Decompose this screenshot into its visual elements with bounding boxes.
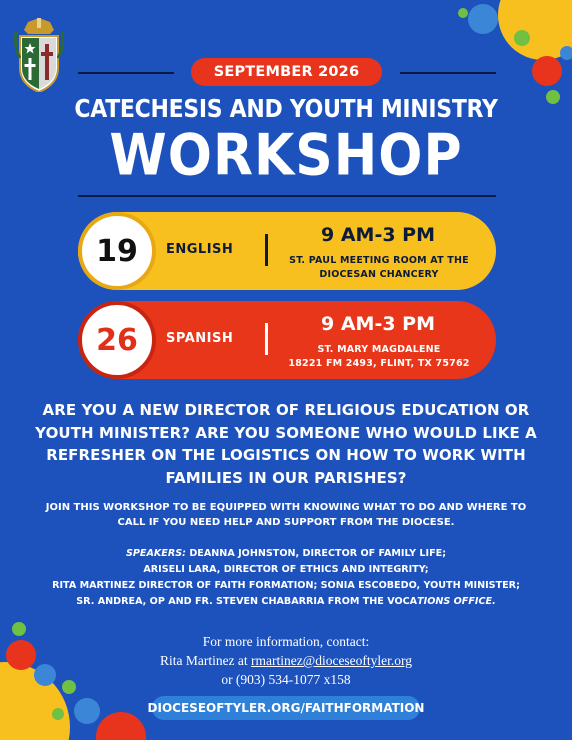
website-url-link[interactable]: DIOCESEOFTYLER.ORG/FAITHFORMATION: [152, 696, 420, 720]
join-description: [20, 500, 552, 530]
question-line: REFRESHER ON THE LOGISTICS ON HOW TO WORK WITH: [46, 446, 526, 464]
session-time: 9 AM-3 PM: [321, 224, 435, 246]
speakers-line: [20, 594, 552, 610]
question-line: YOUTH MINISTER? ARE YOU SOMEONE WHO WOULD LIKE A: [35, 423, 537, 442]
decor-dot: [560, 46, 572, 60]
date-row: [78, 58, 496, 86]
speakers-label: SPEAKERS:: [125, 548, 186, 559]
session-venue: [274, 254, 484, 282]
decor-dot: [468, 4, 498, 34]
divider-line: [78, 72, 174, 74]
speakers-text: SR. ANDREA, OP AND FR. STEVEN CHABARRIA FROM THE VOCA: [76, 596, 418, 607]
contact-email-line: [0, 651, 572, 670]
join-line: CALL IF YOU NEED HELP AND SUPPORT FROM THE DIOCESE.: [117, 517, 455, 528]
speakers-line: RITA MARTINEZ DIRECTOR OF FAITH FORMATION; SONIA ESCOBEDO, YOUTH MINISTER;: [52, 580, 520, 591]
session-venue: [274, 343, 484, 371]
decor-dot: [52, 708, 64, 720]
decor-dot: [458, 8, 468, 18]
session-language: SPANISH: [166, 331, 234, 346]
venue-line: ST. MARY MAGDALENE: [317, 344, 441, 355]
decor-dot: [74, 698, 100, 724]
workshop-subtitle: CATECHESIS AND YOUTH MINISTRY: [74, 95, 498, 124]
contact-name: Rita Martinez at: [159, 653, 252, 668]
speakers-list: [20, 546, 552, 610]
venue-line: 18221 FM 2493, FLINT, TX 75762: [288, 358, 470, 369]
divider-line: [400, 72, 496, 74]
question-line: FAMILIES IN OUR PARISHES?: [165, 468, 407, 487]
decor-dot: [96, 712, 146, 740]
contact-info: [0, 632, 572, 689]
workshop-title: WORKSHOP: [109, 123, 463, 189]
session-day: 19: [78, 212, 156, 290]
session-time: 9 AM-3 PM: [321, 313, 435, 335]
speakers-text: TIONS OFFICE.: [417, 596, 496, 607]
audience-question: [20, 399, 552, 489]
session-language: ENGLISH: [166, 242, 234, 257]
speakers-line: [20, 546, 552, 562]
divider-line: [265, 323, 268, 355]
session-spanish: [78, 301, 496, 379]
venue-line: DIOCESAN CHANCERY: [319, 269, 439, 280]
speakers-text: DEANNA JOHNSTON, DIRECTOR OF FAMILY LIFE;: [186, 548, 447, 559]
divider-line: [265, 234, 268, 266]
contact-phone: or (903) 534-1077 x158: [221, 672, 351, 687]
contact-email-link[interactable]: rmartinez@dioceseoftyler.org: [251, 653, 413, 668]
decor-dot: [514, 30, 530, 46]
contact-heading: For more information, contact:: [202, 634, 370, 649]
question-line: ARE YOU A NEW DIRECTOR OF RELIGIOUS EDUCATION OR: [42, 401, 530, 419]
venue-line: ST. PAUL MEETING ROOM AT THE: [289, 255, 469, 266]
session-day: 26: [78, 301, 156, 379]
speakers-line: ARISELI LARA, DIRECTOR OF ETHICS AND INTEGRITY;: [143, 564, 429, 575]
date-badge: SEPTEMBER 2026: [191, 58, 382, 86]
divider-line: [78, 195, 496, 197]
session-english: [78, 212, 496, 290]
join-line: JOIN THIS WORKSHOP TO BE EQUIPPED WITH KNOWING WHAT TO DO AND WHERE TO: [45, 502, 527, 513]
diocese-crest-logo: [14, 18, 64, 92]
decor-dot: [532, 56, 562, 86]
